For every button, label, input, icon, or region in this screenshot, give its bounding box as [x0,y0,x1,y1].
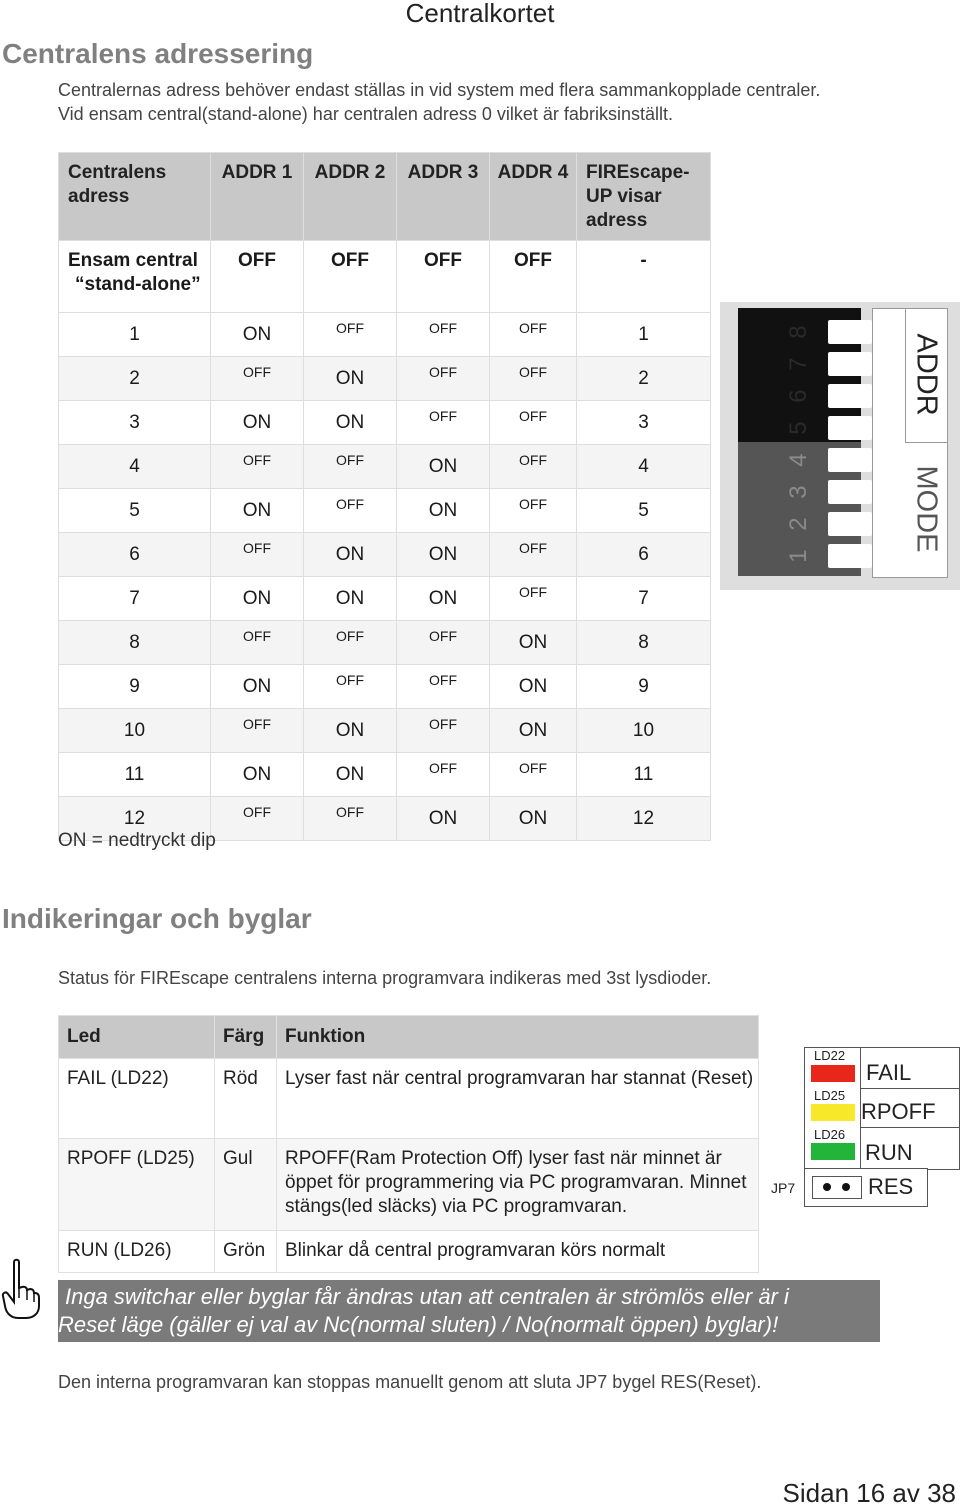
table-cell: OFF [304,241,397,313]
dip-number: 8 [785,325,812,339]
table-cell: 3 [577,401,711,445]
table-cell [490,313,577,357]
off-value: OFF [336,495,364,512]
table-cell [211,621,304,665]
table-cell [211,533,304,577]
addressing-intro-line2: Vid ensam central(stand-alone) har centralen adress 0 vilket är fabriksinställt. [58,104,673,124]
table-row [59,1231,759,1273]
off-value: OFF [519,363,547,380]
off-value: OFF [519,495,547,512]
standalone-label-line2: “stand-alone” [75,274,201,295]
dip-number: 5 [785,421,812,435]
table-cell: 5 [577,489,711,533]
dip-number: 1 [785,549,812,563]
dip-number: 4 [785,453,812,467]
table-cell: ON [304,709,397,753]
warning-text [58,1283,888,1339]
table-row [59,753,711,797]
table-cell [304,621,397,665]
table-row [59,533,711,577]
table-cell [490,357,577,401]
table-row [59,709,711,753]
function-cell: RPOFF(Ram Protection Off) lyser fast när minnet är öppet för programmering via PC programvaran. Minnet stängs(led släcks) via PC programvaran. [277,1139,759,1231]
table-cell: - [577,241,711,313]
dip-switch-toggle[interactable] [828,384,872,408]
table-row [59,665,711,709]
table-cell: ON [211,313,304,357]
table-cell: 10 [59,709,211,753]
table-cell: ON [490,621,577,665]
table-cell [490,445,577,489]
led-table [58,1015,759,1273]
function-cell: Blinkar då central programvaran körs normalt [277,1231,759,1273]
table-cell: 8 [59,621,211,665]
jumper-pins [812,1176,862,1199]
off-value: OFF [243,451,271,468]
table-cell [490,577,577,621]
led-id-ld26: LD26 [814,1127,846,1142]
dip-switch-toggle[interactable] [828,416,872,440]
table-cell: ON [490,665,577,709]
off-value: OFF [429,671,457,688]
color-cell: Röd [215,1059,277,1139]
table-cell: 7 [577,577,711,621]
table-cell: 11 [59,753,211,797]
off-value: OFF [519,319,547,336]
off-value: OFF [243,803,271,820]
table-cell: 4 [59,445,211,489]
off-value: OFF [429,715,457,732]
table-row [59,357,711,401]
outro-text: Den interna programvaran kan stoppas manuellt genom att sluta JP7 bygel RES(Reset). [58,1372,762,1392]
header-cell: ADDR 2 [304,153,397,241]
standalone-label [59,241,211,313]
table-cell [490,753,577,797]
table-cell: ON [397,797,490,841]
table-cell [490,489,577,533]
dip-number: 2 [785,517,812,531]
off-value: OFF [336,319,364,336]
off-value: OFF [336,451,364,468]
off-value: OFF [519,407,547,424]
led-run-light [811,1143,855,1160]
table-cell [397,621,490,665]
jumper-pin-dot [842,1183,850,1191]
warning-line1: Inga switchar eller byglar får ändras utan att centralen är strömlös eller är i [65,1284,789,1309]
table-cell [397,709,490,753]
off-value: OFF [243,627,271,644]
off-value: OFF [519,539,547,556]
table-cell [490,401,577,445]
led-name-run: RUN [865,1140,913,1165]
jumper-name-res: RES [868,1174,914,1199]
table-cell: ON [397,577,490,621]
off-value: OFF [243,715,271,732]
table-cell: 5 [59,489,211,533]
table-cell [211,357,304,401]
table-cell: ON [304,357,397,401]
table-cell: 9 [577,665,711,709]
table-cell [211,445,304,489]
table-row [59,1059,759,1139]
page-header-title: Centralkortet [405,0,555,28]
led-cell: FAIL (LD22) [59,1059,215,1139]
page-number: Sidan 16 av 38 [782,1478,956,1508]
header-cell: FIREscape-UP visar adress [577,153,711,241]
table-cell: 2 [59,357,211,401]
table-cell: 6 [577,533,711,577]
address-table [58,152,711,841]
table-cell: ON [304,577,397,621]
off-value: OFF [336,803,364,820]
off-value: OFF [336,671,364,688]
standalone-label-line1: Ensam central [68,250,198,271]
off-value: OFF [429,407,457,424]
header-cell: ADDR 1 [211,153,304,241]
dip-switch-toggle[interactable] [828,512,872,536]
color-cell: Gul [215,1139,277,1231]
table-cell: OFF [211,241,304,313]
table-row [59,313,711,357]
off-value: OFF [429,319,457,336]
header-cell: Funktion [277,1016,759,1059]
led-cell: RUN (LD26) [59,1231,215,1273]
led-fail-light [811,1065,855,1082]
jumper-id-jp7: JP7 [771,1180,796,1196]
pointing-hand-icon [0,1258,40,1320]
off-value: OFF [336,627,364,644]
led-table-header [59,1016,759,1059]
off-value: OFF [243,363,271,380]
warning-line2: Reset läge (gäller ej val av Nc(normal sluten) / No(normalt öppen) byglar)! [58,1312,779,1337]
section-title-addressing: Centralens adressering [2,38,314,69]
table-cell: ON [211,401,304,445]
table-cell: ON [211,489,304,533]
dip-switch-toggle[interactable] [828,480,872,504]
led-name-rpoff: RPOFF [861,1099,936,1124]
table-cell: OFF [397,241,490,313]
table-cell: ON [397,489,490,533]
table-cell: 12 [577,797,711,841]
led-name-fail: FAIL [866,1060,912,1085]
off-value: OFF [429,363,457,380]
table-cell: 11 [577,753,711,797]
dip-number: 3 [785,485,812,499]
table-cell [397,401,490,445]
table-cell [211,797,304,841]
table-cell: 3 [59,401,211,445]
table-cell [304,445,397,489]
table-cell: ON [211,753,304,797]
table-cell [304,313,397,357]
header-cell: Färg [215,1016,277,1059]
led-rpoff-light [811,1104,855,1121]
table-cell: ON [397,533,490,577]
off-value: OFF [519,451,547,468]
table-cell: 9 [59,665,211,709]
led-id-ld25: LD25 [814,1088,846,1103]
header-cell: ADDR 4 [490,153,577,241]
table-cell: 6 [59,533,211,577]
dip-switch-toggle[interactable] [828,448,872,472]
table-cell [304,489,397,533]
table-cell: ON [304,753,397,797]
header-cell: Led [59,1016,215,1059]
function-cell: Lyser fast när central programvaran har stannat (Reset) [277,1059,759,1139]
dip-number: 6 [785,389,812,403]
address-table-header [59,153,711,241]
table-cell [397,753,490,797]
color-cell: Grön [215,1231,277,1273]
mode-vertical-label: MODE [910,465,943,553]
table-row [59,577,711,621]
table-cell: ON [211,665,304,709]
table-cell: ON [304,533,397,577]
standalone-row [59,241,711,313]
table-cell: ON [211,577,304,621]
table-cell [397,357,490,401]
led-id-ld22: LD22 [814,1048,846,1063]
table-row [59,621,711,665]
table-cell [397,665,490,709]
off-value: OFF [429,627,457,644]
table-row [59,401,711,445]
dip-switch-toggle[interactable] [828,544,872,568]
header-cell: ADDR 3 [397,153,490,241]
addressing-intro-line1: Centralernas adress behöver endast ställas in vid system med flera sammankopplade centraler. [58,80,821,100]
dip-number: 7 [785,357,812,371]
table-cell: 4 [577,445,711,489]
table-cell: ON [304,401,397,445]
jumper-pin-dot [823,1183,831,1191]
table-cell [304,665,397,709]
table-row [59,489,711,533]
dip-switch-toggle[interactable] [828,352,872,376]
table-cell: 2 [577,357,711,401]
table-cell: 12 [59,797,211,841]
dip-switch-toggle[interactable] [828,320,872,344]
table-cell: ON [490,709,577,753]
table-cell [397,313,490,357]
table-row [59,445,711,489]
off-value: OFF [243,539,271,556]
table-cell [211,709,304,753]
table-row [59,1139,759,1231]
off-value: OFF [429,759,457,776]
header-cell: Centralens adress [59,153,211,241]
table-cell: 10 [577,709,711,753]
addr-vertical-label: ADDR [910,333,943,416]
table-cell: 7 [59,577,211,621]
off-value: OFF [519,583,547,600]
table-cell: 1 [59,313,211,357]
address-note: ON = nedtryckt dip [58,830,216,851]
indicators-intro: Status för FIREscape centralens interna programvara indikeras med 3st lysdioder. [58,968,712,988]
table-cell: 8 [577,621,711,665]
table-cell: 1 [577,313,711,357]
led-cell: RPOFF (LD25) [59,1139,215,1231]
table-cell [490,533,577,577]
table-cell: ON [490,797,577,841]
table-cell: OFF [490,241,577,313]
table-cell: ON [397,445,490,489]
section-title-indicators: Indikeringar och byglar [2,903,312,934]
off-value: OFF [519,759,547,776]
table-cell [304,797,397,841]
